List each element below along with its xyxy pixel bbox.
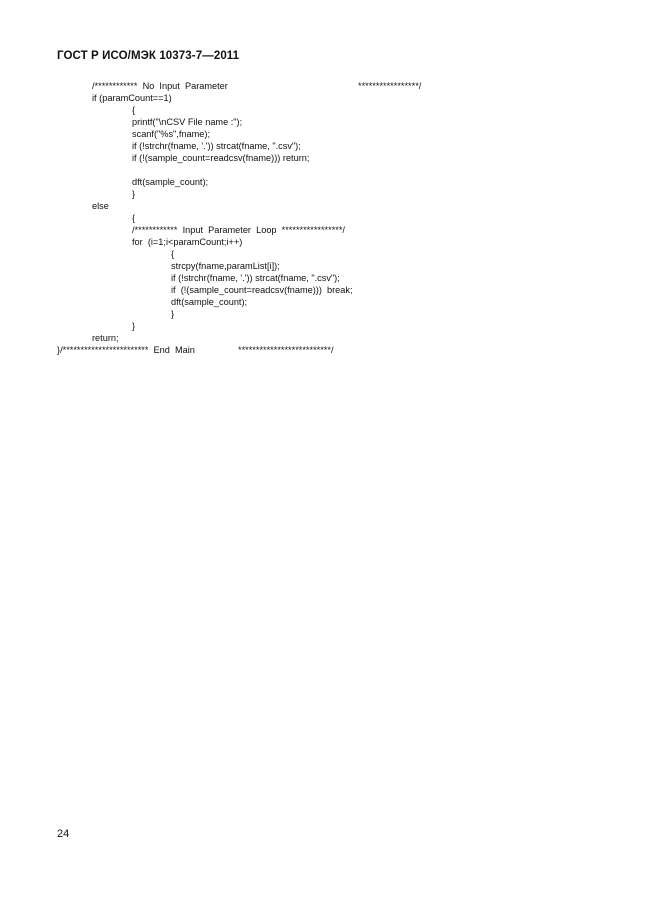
code-line: scanf("%s",fname); — [132, 129, 211, 139]
code-line: return; — [92, 333, 119, 343]
code-line: *****************/ — [358, 81, 422, 91]
page-number: 24 — [57, 828, 70, 840]
code-line: for (i=1;i<paramCount;i++) — [132, 237, 243, 247]
code-line: printf("\nCSV File name :"); — [132, 117, 243, 127]
code-line: if (!strchr(fname, '.')) strcat(fname, ".csv"); — [171, 273, 340, 283]
code-line: if (!(sample_count=readcsv(fname))) return; — [132, 153, 310, 163]
code-line: { — [171, 249, 175, 259]
code-line: **************************/ — [238, 345, 334, 355]
code-line: } — [132, 189, 136, 199]
code-line: }/************************ End Main — [57, 345, 195, 355]
code-line: /************ No Input Parameter — [92, 81, 228, 91]
code-line: /************ Input Parameter Loop *****************/ — [132, 225, 345, 235]
code-line: if (!strchr(fname, '.')) strcat(fname, ".csv"); — [132, 141, 301, 151]
code-line: if (!(sample_count=readcsv(fname))) break; — [171, 285, 353, 295]
code-line: } — [171, 309, 175, 319]
document-standard-header: ГОСТ Р ИСО/МЭК 10373-7—2011 — [57, 50, 240, 62]
code-line: } — [132, 321, 136, 331]
code-line: else — [92, 201, 109, 211]
code-line: { — [132, 105, 136, 115]
code-line: strcpy(fname,paramList[i]); — [171, 261, 280, 271]
code-line: dft(sample_count); — [171, 297, 248, 307]
code-line: if (paramCount==1) — [92, 93, 172, 103]
code-line: dft(sample_count); — [132, 177, 209, 187]
code-line: { — [132, 213, 136, 223]
